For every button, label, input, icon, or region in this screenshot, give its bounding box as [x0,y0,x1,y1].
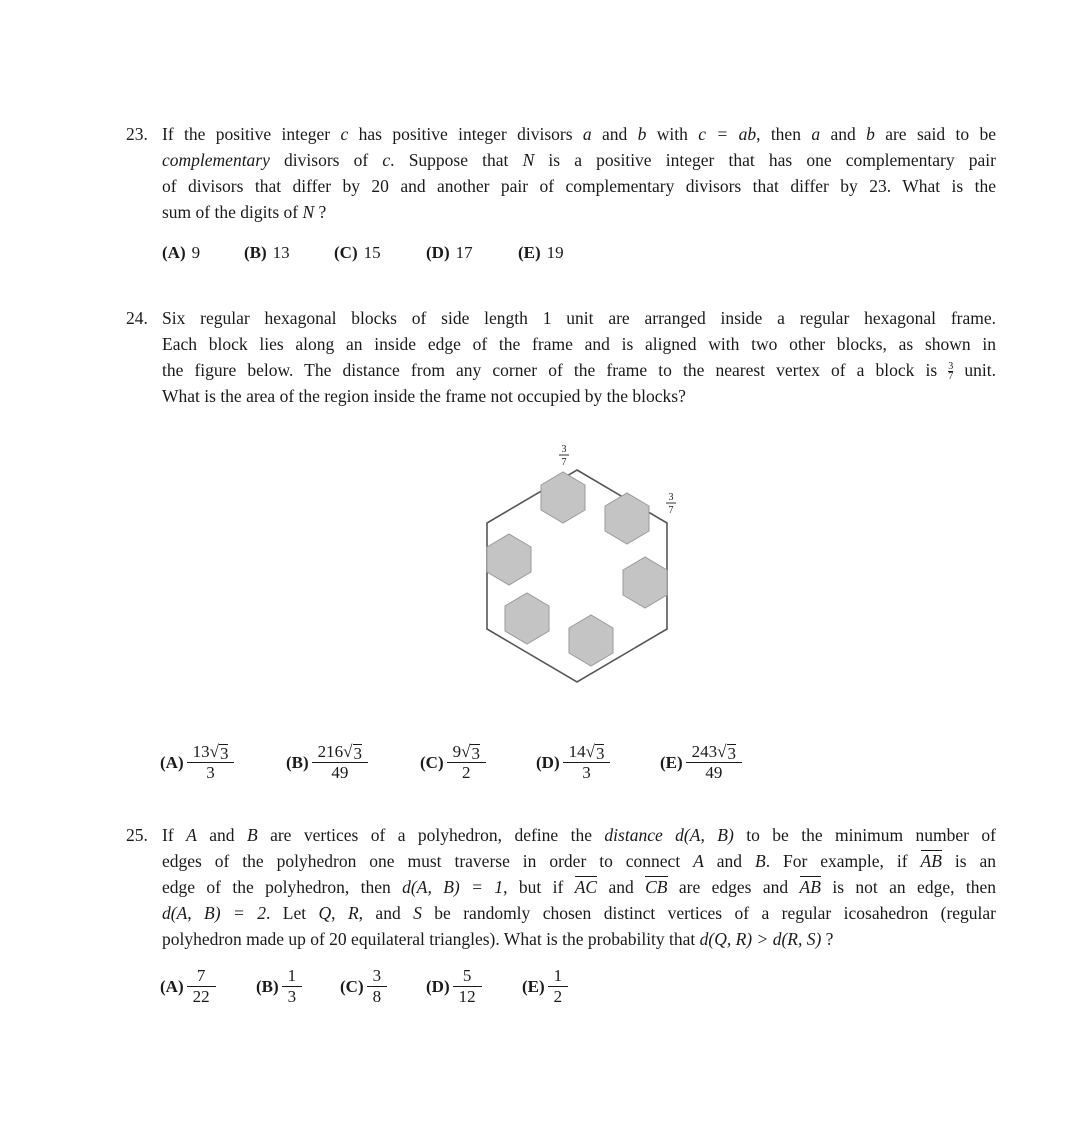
problem-number: 24. [126,308,148,328]
choice-d[interactable]: (D) 17 [426,243,473,262]
label-right [666,492,676,516]
choice-b[interactable]: (B) 216 √ 3 49 [286,742,365,783]
choice-a[interactable]: (A) $\frac{7}{22}$ [160,966,213,1007]
hexagonal-block [505,593,549,644]
choice-e[interactable]: (E) 19 [518,243,564,262]
text-line: edge of the polyhedron, then d(A, B) = 1, but if AC and CB are edges and AB is not an edge, then [162,877,996,897]
problem-text [162,121,996,225]
text-line: Six regular hexagonal blocks of side length 1 unit are arranged inside a regular hexagonal frame. [162,308,996,328]
problem-text [162,822,996,952]
text-line: If A and B are vertices of a polyhedron, define the distance d(A, B) to be the minimum number of [162,825,996,845]
choice-e[interactable]: (E) $\frac{1}{2}$ [522,966,565,1007]
choice-c[interactable]: (C) 9 √ 3 2 [420,742,483,783]
text-line: polyhedron made up of 20 equilateral triangles). What is the probability that d(Q, R) > d(R, S) ? [162,929,834,949]
label-right-numerator: 3 [668,492,674,503]
choice-c[interactable]: (C) $\frac{3}{8}$ [340,966,384,1007]
text-line: d(A, B) = 2. Let Q, R, and S be randomly chosen distinct vertices of a regular icosahedron (regular [162,903,996,923]
choice-a[interactable]: (A) 13 √ 3 3 [160,742,231,783]
problem-number: 23. [126,124,148,144]
problem-number: 25. [126,825,148,845]
text-line: sum of the digits of N ? [162,202,327,222]
text-line: If the positive integer c has positive integer divisors a and b with c = ab, then a and b are said to be [162,124,996,144]
label-top-denominator: 7 [561,457,567,468]
problem-text [162,305,996,409]
label-right-denominator: 7 [668,505,674,516]
choice-c[interactable]: (C) 15 [334,243,381,262]
choice-a[interactable]: (A) 9 [162,243,201,262]
choice-e[interactable]: (E) 243 √ 3 49 [660,742,739,783]
hexagonal-block [487,534,531,585]
choice-b[interactable]: (B) 13 [244,243,290,262]
text-line: What is the area of the region inside the frame not occupied by the blocks? [162,386,686,406]
inline-fraction: $\frac{3}{7}$ [948,361,954,383]
hexagonal-block [541,472,585,523]
text-line: edges of the polyhedron one must traverse in order to connect A and B. For example, if AB is an [162,851,996,871]
problem-24 [126,305,996,409]
hexagonal-block [569,615,613,666]
text-line: complementary divisors of c. Suppose that N is a positive integer that has one complementary pair [162,150,996,170]
choice-d[interactable]: (D) 14 √ 3 3 [536,742,607,783]
hexagonal-block [605,493,649,544]
text-line: Each block lies along an inside edge of the frame and is aligned with two other blocks, as shown in [162,334,996,354]
problem-23 [126,121,996,225]
choice-d[interactable]: (D) $\frac{5}{12}$ [426,966,479,1007]
hexagonal-block [623,557,667,608]
hexagon-figure [445,440,705,700]
choice-b[interactable]: (B) $\frac{1}{3}$ [256,966,299,1007]
problem-25 [126,822,996,952]
label-top [559,444,569,468]
text-line: of divisors that differ by 20 and another pair of complementary divisors that differ by 23. What is the [162,176,996,196]
text-line: the figure below. The distance from any corner of the frame to the nearest vertex of a block is $\frac{3}{7}$ unit. [162,360,997,383]
label-top-numerator: 3 [561,444,567,455]
